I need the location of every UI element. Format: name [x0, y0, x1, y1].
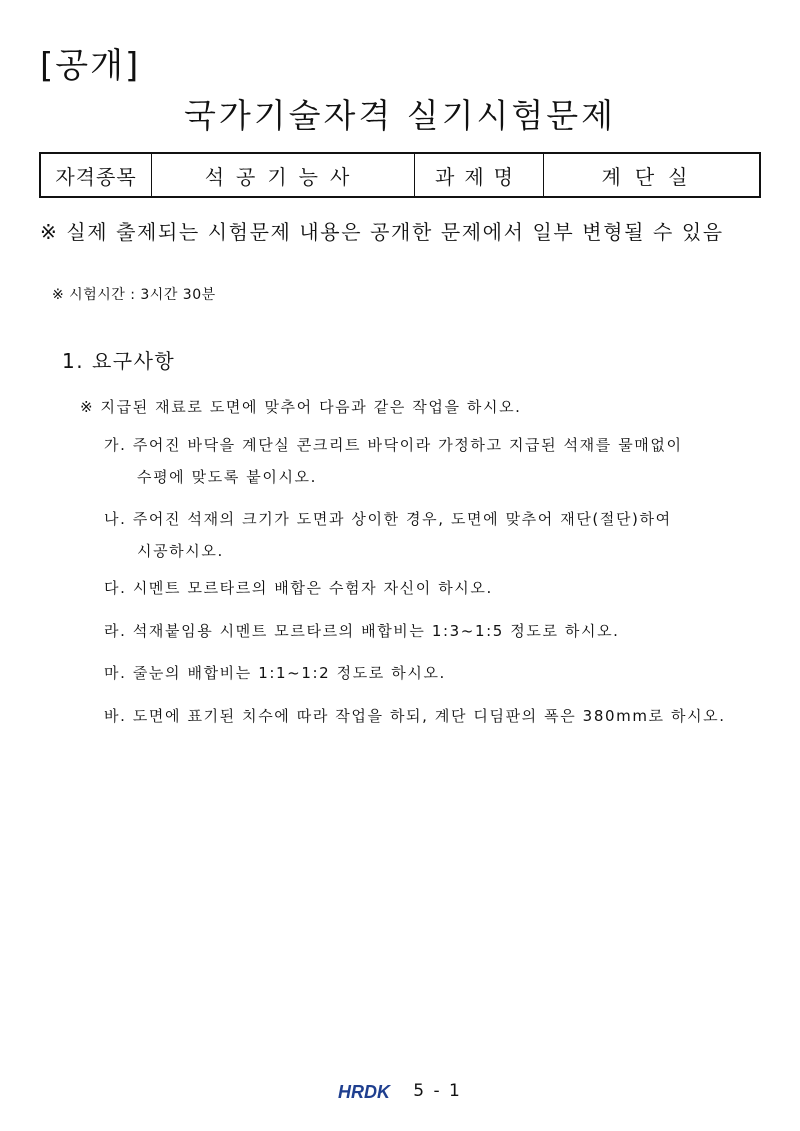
item-number: 마. [104, 664, 127, 682]
task-label: 과제명 [415, 153, 544, 197]
item-text: 도면에 표기된 치수에 따라 작업을 하되, 계단 디딤판의 폭은 380mm로 하시오. [132, 707, 726, 725]
page-number: 5 - 1 [413, 1080, 462, 1101]
page-title: 국가기술자격 실기시험문제 [183, 96, 617, 135]
document-tag: [공개] [40, 46, 141, 86]
table-row [40, 153, 760, 197]
item-text: 시멘트 모르타르의 배합은 수험자 자신이 하시오. [132, 579, 493, 597]
item-text-continued: 수평에 맞도록 붙이시오. [137, 468, 318, 486]
item-number: 라. [104, 622, 127, 640]
item-number: 바. [104, 707, 127, 725]
list-item [104, 429, 683, 493]
list-item [104, 572, 493, 604]
exam-time: ※ 시험시간 : 3시간 30분 [52, 287, 216, 303]
item-text: 주어진 바닥을 계단실 콘크리트 바닥이라 가정하고 지급된 석재를 물매없이 [132, 436, 683, 454]
hrdk-logo [338, 1081, 402, 1101]
list-item [104, 700, 726, 732]
section-title: 1. 요구사항 [62, 349, 176, 373]
notice-text: ※ 실제 출제되는 시험문제 내용은 공개한 문제에서 일부 변형될 수 있음 [40, 220, 724, 244]
list-item [104, 503, 672, 567]
logo-text: HRDK [338, 1081, 391, 1101]
item-number: 나. [104, 510, 127, 528]
page-footer [0, 1080, 800, 1101]
item-number: 가. [104, 436, 127, 454]
qualification-value: 석공기능사 [152, 153, 415, 197]
item-text-continued: 시공하시오. [137, 542, 224, 560]
qualification-label: 자격종목 [40, 153, 152, 197]
item-text: 석재붙임용 시멘트 모르타르의 배합비는 1:3~1:5 정도로 하시오. [132, 622, 620, 640]
list-item [104, 657, 446, 689]
item-text: 주어진 석재의 크기가 도면과 상이한 경우, 도면에 맞추어 재단(절단)하여 [132, 510, 672, 528]
section-intro: ※ 지급된 재료로 도면에 맞추어 다음과 같은 작업을 하시오. [80, 398, 522, 416]
task-value: 계단실 [544, 153, 761, 197]
list-item [104, 615, 620, 647]
info-table [39, 152, 761, 198]
item-text: 줄눈의 배합비는 1:1~1:2 정도로 하시오. [132, 664, 446, 682]
item-number: 다. [104, 579, 127, 597]
